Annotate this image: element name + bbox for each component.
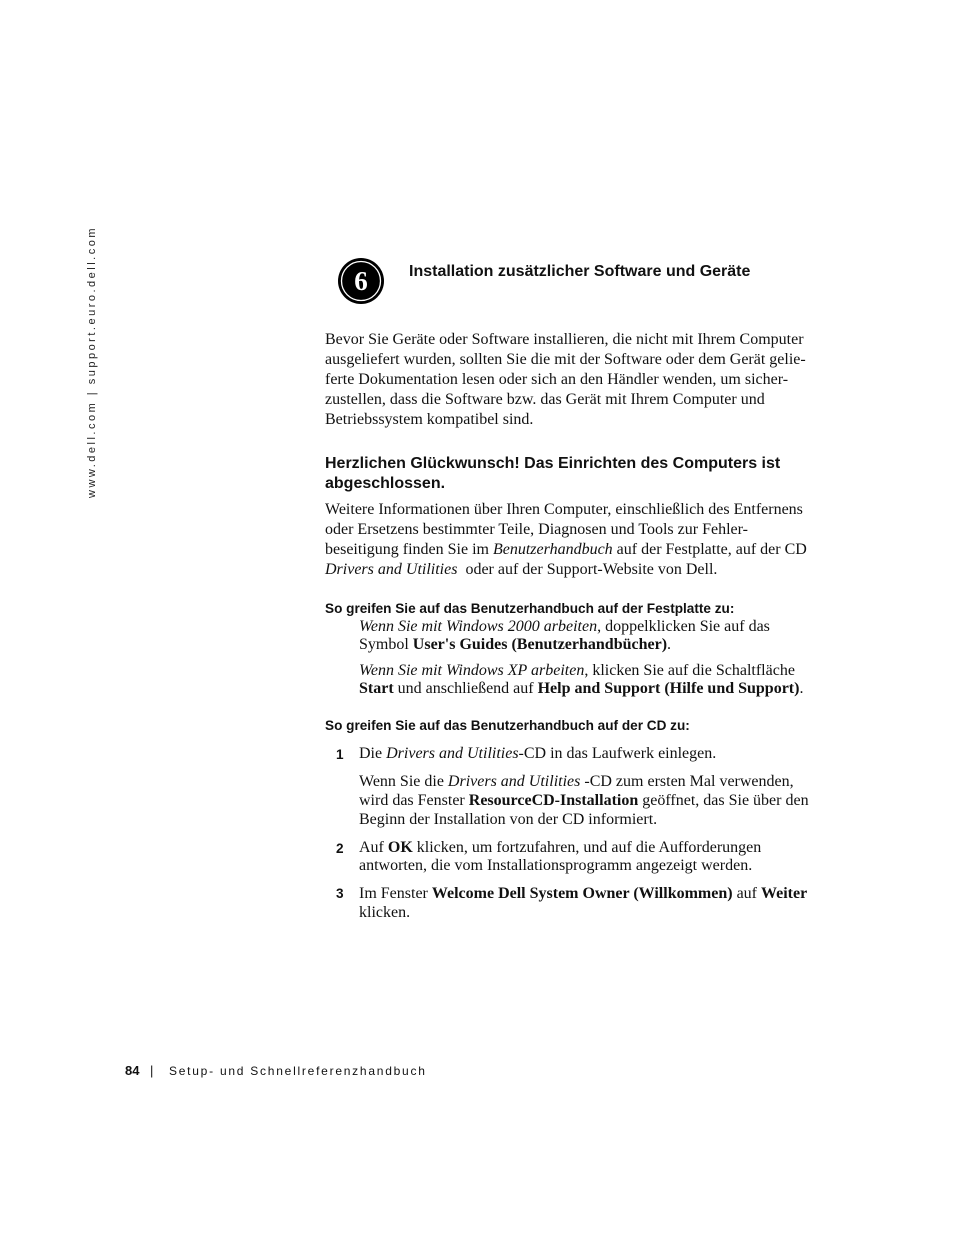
bold-term: Welcome Dell System Owner (Willkommen) [431, 885, 733, 902]
step-number: 6 [354, 266, 368, 296]
text-run: Auf [359, 839, 388, 856]
text-line: zustellen, dass die Software bzw. das Gerät mit Ihrem Computer und [325, 391, 765, 408]
text-run: beseitigung finden Sie im [325, 541, 493, 558]
italic-term: Drivers and Utilities [386, 745, 519, 762]
italic-term: Drivers and Utilities [447, 773, 581, 790]
text-line [359, 791, 809, 810]
text-line [359, 884, 807, 903]
step-number-badge [337, 257, 385, 305]
text-run: Weitere Informationen über Ihren Computer, einschließlich des Entfernens [325, 501, 803, 518]
italic-term: Wenn Sie mit Windows XP arbeiten [359, 662, 585, 679]
text-run: klicken, um fortzufahren, und auf die Aufforderungen [412, 839, 762, 856]
text-line [325, 540, 807, 560]
text-run: antworten, die vom Installationsprogramm angezeigt werden. [359, 857, 753, 874]
text-run: auf der Festplatte, auf der CD [612, 541, 807, 558]
text-line: Betriebssystem kompatibel sind. [325, 411, 534, 428]
list-item-3 [359, 884, 807, 922]
text-line [359, 810, 809, 829]
bold-term: Start [359, 680, 394, 697]
text-line [325, 520, 807, 540]
side-url: www.dell.com | support.euro.dell.com [86, 226, 98, 498]
text-line: Bevor Sie Geräte oder Software installieren, die nicht mit Ihrem Computer [325, 331, 804, 348]
list-item-1 [359, 745, 716, 763]
text-run: Wenn Sie die [359, 773, 448, 790]
text-run: und anschließend auf [393, 680, 538, 697]
page-number: 84 [125, 1063, 140, 1078]
italic-term: Wenn Sie mit Windows 2000 arbeiten [359, 618, 598, 635]
text-line [359, 903, 807, 922]
text-line [325, 560, 807, 580]
list-number: 1 [336, 747, 344, 762]
text-run: Symbol [359, 636, 413, 653]
subheading-hard-drive: So greifen Sie auf das Benutzerhandbuch auf der Festplatte zu: [325, 601, 735, 616]
text-line [325, 500, 807, 520]
text-run: geöffnet, das Sie über den [638, 792, 809, 809]
bold-term: ResourceCD-Installation [468, 792, 639, 809]
text-line [359, 680, 803, 698]
text-run: wird das Fenster [359, 792, 469, 809]
text-line [359, 662, 803, 680]
heading-line: abgeschlossen. [325, 475, 446, 492]
text-line [359, 772, 809, 791]
text-run: oder Ersetzens bestimmter Teile, Diagnosen und Tools zur Fehler- [325, 521, 748, 538]
text-run: auf [732, 885, 762, 902]
text-line: ausgeliefert wurden, sollten Sie die mit der Software oder dem Gerät gelie- [325, 351, 806, 368]
text-line [359, 618, 770, 636]
text-run: , doppelklicken Sie auf das [597, 618, 770, 635]
congrats-paragraph [325, 500, 807, 580]
text-line: ferte Dokumentation lesen oder sich an den Händler wenden, um sicher- [325, 371, 789, 388]
text-line [359, 839, 761, 857]
list-number: 2 [336, 841, 344, 856]
text-run: -CD in das Laufwerk einlegen. [518, 745, 717, 762]
instruction-windows-2000 [359, 618, 770, 654]
text-line [359, 636, 770, 654]
text-run: Im Fenster [359, 885, 432, 902]
text-run: , klicken Sie auf die Schaltfläche [584, 662, 795, 679]
step-title: Installation zusätzlicher Software und Geräte [409, 263, 751, 280]
bold-term: Help and Support (Hilfe und Support) [537, 680, 800, 697]
text-run: oder auf der Support-Website von Dell. [457, 561, 718, 578]
section-heading-congrats [325, 454, 780, 494]
text-run: klicken. [359, 904, 411, 921]
heading-line: Herzlichen Glückwunsch! Das Einrichten des Computers ist [325, 455, 781, 472]
text-run: Die [359, 745, 387, 762]
intro-paragraph [325, 330, 806, 430]
bold-term: Weiter [761, 885, 808, 902]
text-run: . [799, 680, 804, 697]
italic-term: Benutzerhandbuch [492, 541, 613, 558]
text-run: Beginn der Installation von der CD informiert. [359, 811, 658, 828]
footer-separator: | [150, 1063, 154, 1078]
footer-book-title: Setup- und Schnellreferenzhandbuch [169, 1064, 427, 1078]
text-run: -CD zum ersten Mal verwenden, [580, 773, 794, 790]
list-item-2 [359, 839, 761, 875]
text-run: . [667, 636, 672, 653]
list-item-1-note [359, 772, 809, 829]
text-line [359, 857, 761, 875]
italic-term: Drivers and Utilities [325, 561, 458, 578]
list-number: 3 [336, 886, 344, 901]
subheading-cd: So greifen Sie auf das Benutzerhandbuch auf der CD zu: [325, 718, 690, 733]
text-line [359, 745, 716, 763]
bold-term: User's Guides (Benutzerhandbücher) [412, 636, 668, 653]
bold-term: OK [387, 839, 413, 856]
instruction-windows-xp [359, 662, 803, 698]
